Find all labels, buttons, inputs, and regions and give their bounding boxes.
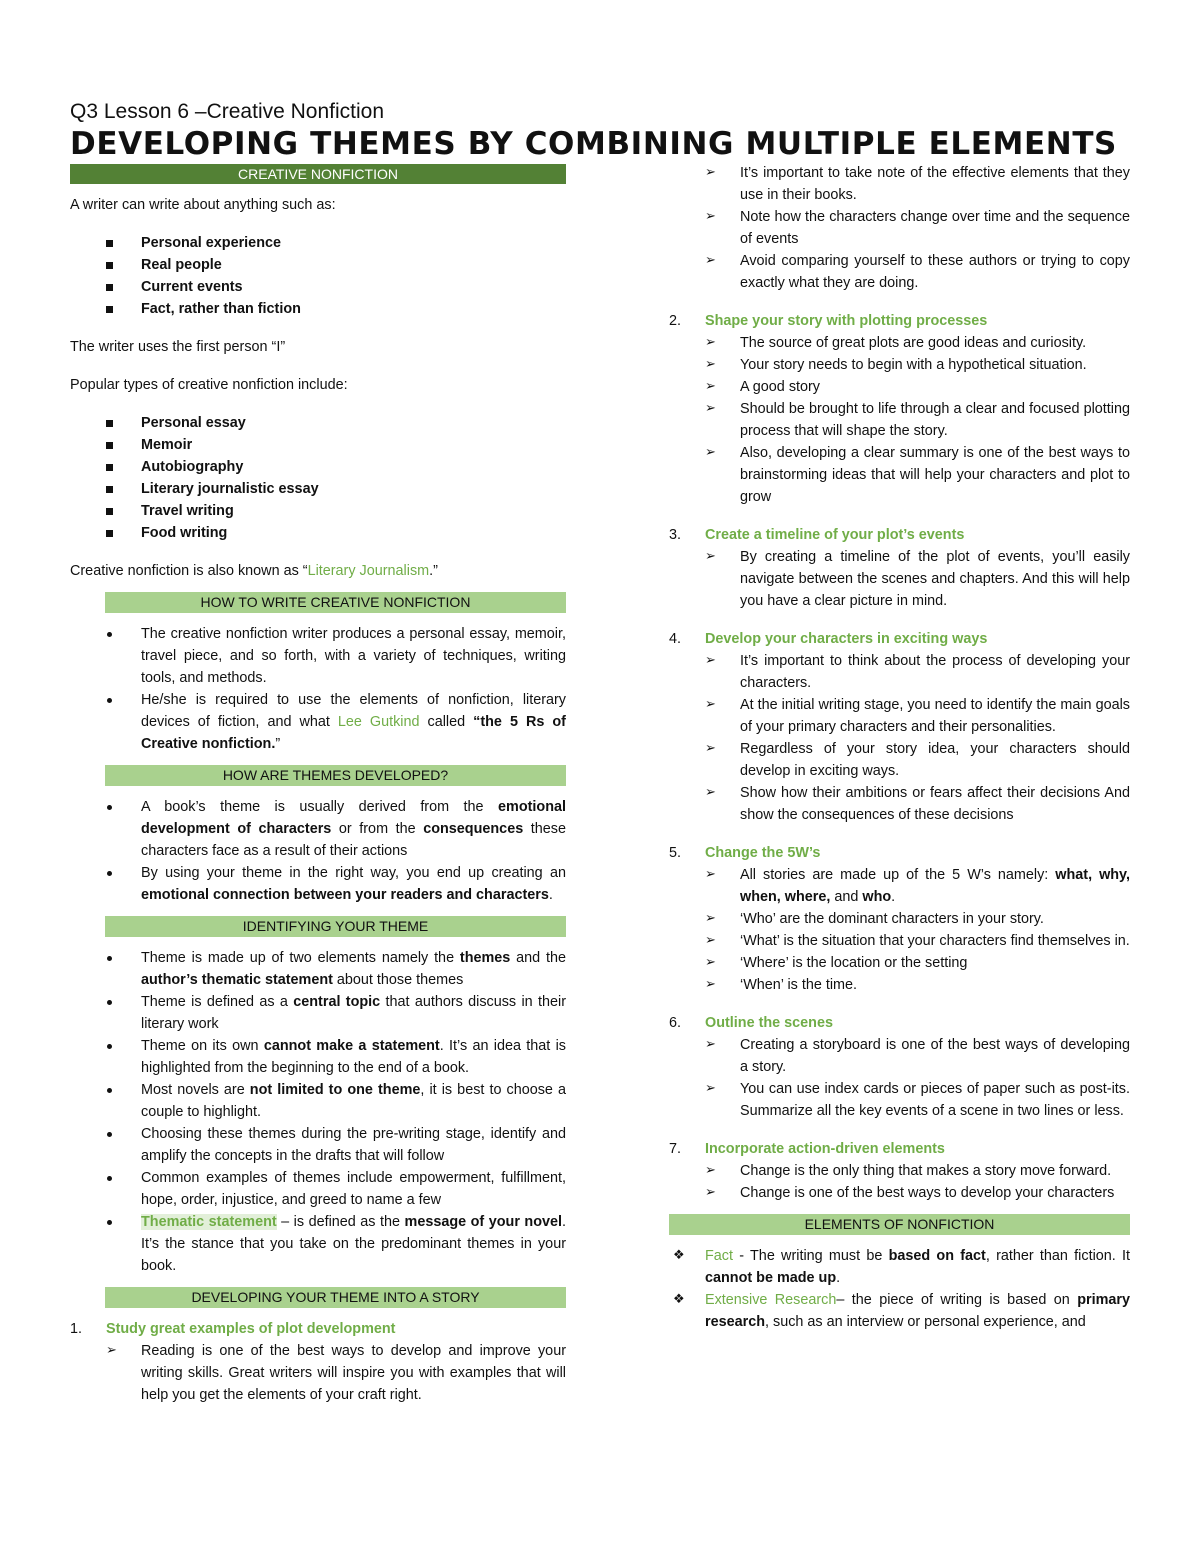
list-item: Food writing <box>70 522 566 544</box>
list-item: Theme is defined as a central topic that authors discuss in their literary work <box>70 991 566 1035</box>
step-item: 6. Outline the scenes ➢ Creating a storyboard is one of the best ways of developing a story. ➢ You can use index cards or pieces of paper such as post-its. Summarize all the key events of a scene in two lines or less. <box>669 1012 1130 1122</box>
list-item: Fact, rather than fiction <box>70 298 566 320</box>
step-title: Incorporate action-driven elements <box>705 1141 945 1157</box>
list-item: ➢ Show how their ambitions or fears affect their decisions And show the consequences of these decisions <box>705 782 1130 826</box>
list-item: Travel writing <box>70 500 566 522</box>
list-item: ➢ ‘What’ is the situation that your characters find themselves in. <box>705 930 1130 952</box>
list-item: ❖ Extensive Research– the piece of writing is based on primary research, such as an interview or personal experience, and <box>669 1289 1130 1333</box>
first-person-text: The writer uses the first person “I” <box>70 339 286 355</box>
step-title: Change the 5W’s <box>705 845 821 861</box>
list-item: ➢ At the initial writing stage, you need to identify the main goals of your primary characters and their personalities. <box>705 694 1130 738</box>
section-header-how-to-write: HOW TO WRITE CREATIVE NONFICTION <box>105 592 566 613</box>
list-item: Autobiography <box>70 456 566 478</box>
step-item: 5. Change the 5W’s ➢ All stories are made up of the 5 W’s namely: what, why, when, where, and who. ➢ ‘Who’ are the dominant characters in your story. ➢ ‘What’ is the situation that your characters find themselves in. ➢ ‘Where’ is the location or the setting ➢ ‘When’ is the time. <box>669 842 1130 996</box>
section-header-elements-of-nonfiction: ELEMENTS OF NONFICTION <box>669 1214 1130 1235</box>
step-title: Study great examples of plot development <box>106 1321 396 1337</box>
steps-list-left <box>70 1318 566 1406</box>
list-item: He/she is required to use the elements of nonfiction, literary devices of fiction, and what Lee Gutkind called “the 5 Rs of Creative nonfiction.” <box>70 689 566 755</box>
list-item: ➢ Note how the characters change over time and the sequence of events <box>705 206 1130 250</box>
section-header-developing-theme: DEVELOPING YOUR THEME INTO A STORY <box>105 1287 566 1308</box>
types-intro-text: Popular types of creative nonfiction include: <box>70 377 348 393</box>
page-title: DEVELOPING THEMES BY COMBINING MULTIPLE ELEMENTS <box>70 126 1117 162</box>
step-title: Shape your story with plotting processes <box>705 313 988 329</box>
list-item: ❖ Fact - The writing must be based on fact, rather than fiction. It cannot be made up. <box>669 1245 1130 1289</box>
step-item: 7. Incorporate action-driven elements ➢ Change is the only thing that makes a story move forward. ➢ Change is one of the best ways to develop your characters <box>669 1138 1130 1204</box>
list-item: A book’s theme is usually derived from the emotional development of characters or from the consequences these characters face as a result of their actions <box>70 796 566 862</box>
list-item: ➢ Your story needs to begin with a hypothetical situation. <box>705 354 1130 376</box>
list-item: Most novels are not limited to one theme, it is best to choose a couple to highlight. <box>70 1079 566 1123</box>
step-item: 1. Study great examples of plot development ➢ Reading is one of the best ways to develop and improve your writing skills. Great writers will inspire you with examples that will help you get the elements of your craft right. <box>70 1318 566 1406</box>
list-item: ➢ ‘Who’ are the dominant characters in your story. <box>705 908 1130 930</box>
lesson-subtitle: Q3 Lesson 6 –Creative Nonfiction <box>70 100 385 123</box>
list-item: ➢ Also, developing a clear summary is one of the best ways to brainstorming ideas that will help your characters and plot to grow <box>705 442 1130 508</box>
section-header-identifying-theme: IDENTIFYING YOUR THEME <box>105 916 566 937</box>
step-item: 3. Create a timeline of your plot’s events ➢ By creating a timeline of the plot of events, you’ll easily navigate between the scenes and chapters. And this will help you have a clear picture in mind. <box>669 524 1130 612</box>
types-list <box>70 412 566 544</box>
list-item: By using your theme in the right way, you end up creating an emotional connection between your readers and characters. <box>70 862 566 906</box>
list-item: ➢ ‘When’ is the time. <box>705 974 1130 996</box>
list-item: Real people <box>70 254 566 276</box>
topics-list <box>70 232 566 320</box>
step-title: Outline the scenes <box>705 1015 833 1031</box>
list-item: ➢ Regardless of your story idea, your characters should develop in exciting ways. <box>705 738 1130 782</box>
how-to-write-list <box>70 623 566 755</box>
list-item: ➢ The source of great plots are good ideas and curiosity. <box>705 332 1130 354</box>
list-item: Personal experience <box>70 232 566 254</box>
identifying-theme-list <box>70 947 566 1277</box>
step-item: 2. Shape your story with plotting processes ➢ The source of great plots are good ideas and curiosity. ➢ Your story needs to begin with a hypothetical situation. ➢ A good story ➢ Should be brought to life through a clear and focused plotting process that will shape the story. ➢ Also, developing a clear summary is one of the best ways to brainstorming ideas that will help your characters and plot to grow <box>669 310 1130 508</box>
step-item: 4. Develop your characters in exciting ways ➢ It’s important to think about the process of developing your characters. ➢ At the initial writing stage, you need to identify the main goals of your primary characters and their personalities. ➢ Regardless of your story idea, your characters should develop in exciting ways. ➢ Show how their ambitions or fears affect their decisions And show the consequences of these decisions <box>669 628 1130 826</box>
elements-list <box>669 1245 1130 1333</box>
list-item: ➢ By creating a timeline of the plot of events, you’ll easily navigate between the scenes and chapters. And this will help you have a clear picture in mind. <box>705 546 1130 612</box>
list-item: The creative nonfiction writer produces a personal essay, memoir, travel piece, and so forth, with a variety of techniques, writing tools, and methods. <box>70 623 566 689</box>
list-item: ➢ Creating a storyboard is one of the best ways of developing a story. <box>705 1034 1130 1078</box>
themes-developed-list <box>70 796 566 906</box>
list-item: Literary journalistic essay <box>70 478 566 500</box>
list-item: Thematic statement – is defined as the message of your novel. It’s the stance that you take on the predominant themes in your book. <box>70 1211 566 1277</box>
list-item: Personal essay <box>70 412 566 434</box>
list-item: Common examples of themes include empowerment, fulfillment, hope, order, injustice, and greed to name a few <box>70 1167 566 1211</box>
list-item: Choosing these themes during the pre-writing stage, identify and amplify the concepts in the drafts that will follow <box>70 1123 566 1167</box>
list-item: Current events <box>70 276 566 298</box>
steps-list-right <box>669 310 1130 1204</box>
list-item: ➢ A good story <box>705 376 1130 398</box>
literary-journalism-term: Literary Journalism <box>307 563 430 579</box>
list-item: ➢ You can use index cards or pieces of paper such as post-its. Summarize all the key events of a scene in two lines or less. <box>705 1078 1130 1122</box>
step1-continued-list <box>705 162 1130 294</box>
list-item: ➢ Should be brought to life through a clear and focused plotting process that will shape the story. <box>705 398 1130 442</box>
list-item: ➢ Avoid comparing yourself to these authors or trying to copy exactly what they are doing. <box>705 250 1130 294</box>
list-item: ➢ It’s important to think about the process of developing your characters. <box>705 650 1130 694</box>
list-item: ➢ ‘Where’ is the location or the setting <box>705 952 1130 974</box>
list-item: Theme on its own cannot make a statement. It’s an idea that is highlighted from the beginning to the end of a book. <box>70 1035 566 1079</box>
section-header-how-themes-developed: HOW ARE THEMES DEVELOPED? <box>105 765 566 786</box>
right-column <box>669 162 1130 1333</box>
left-column <box>70 162 566 1406</box>
intro-text: A writer can write about anything such as: <box>70 197 336 213</box>
list-item: ➢ It’s important to take note of the effective elements that they use in their books. <box>705 162 1130 206</box>
list-item: Memoir <box>70 434 566 456</box>
list-item: ➢ Reading is one of the best ways to develop and improve your writing skills. Great writers will inspire you with examples that will help you get the elements of your craft right. <box>106 1340 566 1406</box>
list-item: Theme is made up of two elements namely the themes and the author’s thematic statement about those themes <box>70 947 566 991</box>
aka-text: Creative nonfiction is also known as “Literary Journalism.” <box>70 563 438 579</box>
list-item: ➢ Change is the only thing that makes a story move forward. <box>705 1160 1130 1182</box>
list-item: ➢ All stories are made up of the 5 W’s namely: what, why, when, where, and who. <box>705 864 1130 908</box>
step-title: Create a timeline of your plot’s events <box>705 527 965 543</box>
section-header-creative-nonfiction: CREATIVE NONFICTION <box>70 164 566 184</box>
list-item: ➢ Change is one of the best ways to develop your characters <box>705 1182 1130 1204</box>
step-title: Develop your characters in exciting ways <box>705 631 988 647</box>
